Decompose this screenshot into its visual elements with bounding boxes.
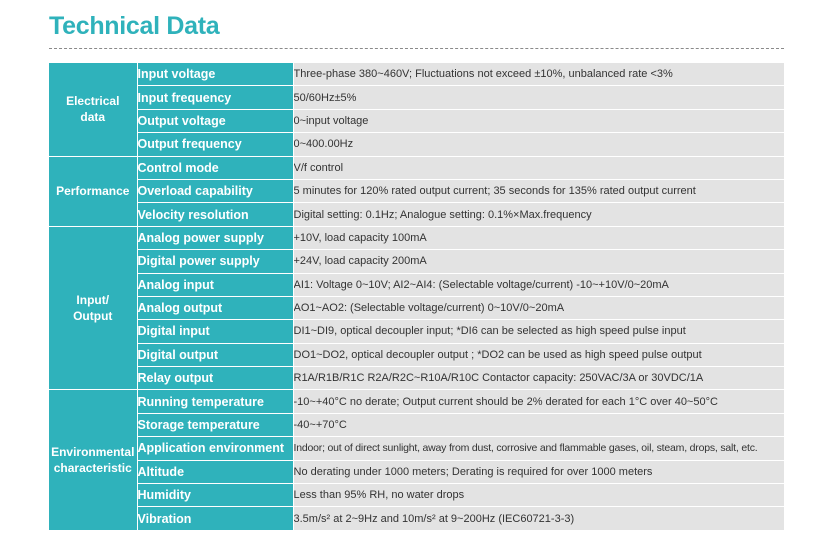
table-row: [49, 86, 784, 109]
parameter-value: 0~input voltage: [293, 109, 784, 132]
parameter-name: Digital input: [137, 320, 293, 343]
parameter-value: 5 minutes for 120% rated output current; 35 seconds for 135% rated output current: [293, 179, 784, 202]
parameter-name: Velocity resolution: [137, 203, 293, 226]
parameter-value: 0~400.00Hz: [293, 133, 784, 156]
parameter-value: +10V, load capacity 100mA: [293, 226, 784, 249]
group-label-cell: [49, 390, 137, 530]
parameter-name: Application environment: [137, 437, 293, 460]
table-row: [49, 413, 784, 436]
parameter-name: Control mode: [137, 156, 293, 179]
parameter-name: Output voltage: [137, 109, 293, 132]
parameter-name: Input voltage: [137, 63, 293, 86]
table-row: [49, 250, 784, 273]
table-row: [49, 367, 784, 390]
table-row: [49, 320, 784, 343]
group-label: Electrical data: [66, 94, 120, 125]
parameter-value: 3.5m/s² at 2~9Hz and 10m/s² at 9~200Hz (IEC60721-3-3): [293, 507, 784, 530]
parameter-value: +24V, load capacity 200mA: [293, 250, 784, 273]
parameter-name: Altitude: [137, 460, 293, 483]
parameter-value: Indoor; out of direct sunlight, away from dust, corrosive and flammable gases, oil, steam, drops, salt, etc.: [293, 437, 784, 460]
group-label: Input/ Output: [73, 293, 113, 324]
parameter-value: -40~+70°C: [293, 413, 784, 436]
parameter-value: -10~+40°C no derate; Output current should be 2% derated for each 1°C over 40~50°C: [293, 390, 784, 413]
parameter-value: Less than 95% RH, no water drops: [293, 484, 784, 507]
parameter-name: Analog output: [137, 296, 293, 319]
parameter-value: AI1: Voltage 0~10V; AI2~AI4: (Selectable voltage/current) -10~+10V/0~20mA: [293, 273, 784, 296]
parameter-name: Humidity: [137, 484, 293, 507]
group-label-cell: [49, 226, 137, 390]
table-row: [49, 484, 784, 507]
table-row: [49, 296, 784, 319]
parameter-name: Storage temperature: [137, 413, 293, 436]
parameter-name: Relay output: [137, 367, 293, 390]
parameter-name: Input frequency: [137, 86, 293, 109]
parameter-name: Running temperature: [137, 390, 293, 413]
parameter-value: 50/60Hz±5%: [293, 86, 784, 109]
parameter-value: Digital setting: 0.1Hz; Analogue setting: 0.1%×Max.frequency: [293, 203, 784, 226]
table-row: [49, 437, 784, 460]
group-label: Performance: [56, 184, 130, 199]
parameter-value: V/f control: [293, 156, 784, 179]
parameter-name: Digital output: [137, 343, 293, 366]
page-title: Technical Data: [49, 12, 220, 40]
table-row: [49, 390, 784, 413]
parameter-value: DI1~DI9, optical decoupler input; *DI6 can be selected as high speed pulse input: [293, 320, 784, 343]
parameter-value: Three-phase 380~460V; Fluctuations not exceed ±10%, unbalanced rate <3%: [293, 63, 784, 86]
group-label-cell: [49, 156, 137, 226]
parameter-name: Vibration: [137, 507, 293, 530]
table-row: [49, 109, 784, 132]
table-row: [49, 156, 784, 179]
parameter-name: Analog input: [137, 273, 293, 296]
table-row: [49, 273, 784, 296]
parameter-name: Analog power supply: [137, 226, 293, 249]
table-row: [49, 507, 784, 530]
technical-data-table: [49, 63, 784, 531]
parameter-value: No derating under 1000 meters; Derating is required for over 1000 meters: [293, 460, 784, 483]
group-label-cell: [49, 63, 137, 156]
table-row: [49, 226, 784, 249]
parameter-name: Output frequency: [137, 133, 293, 156]
table-row: [49, 460, 784, 483]
table-row: [49, 63, 784, 86]
table-row: [49, 343, 784, 366]
table-row: [49, 133, 784, 156]
table-row: [49, 203, 784, 226]
parameter-value: DO1~DO2, optical decoupler output ; *DO2 can be used as high speed pulse output: [293, 343, 784, 366]
table-row: [49, 179, 784, 202]
parameter-name: Overload capability: [137, 179, 293, 202]
parameter-value: AO1~AO2: (Selectable voltage/current) 0~10V/0~20mA: [293, 296, 784, 319]
parameter-name: Digital power supply: [137, 250, 293, 273]
dashed-divider: [49, 48, 784, 49]
parameter-value: R1A/R1B/R1C R2A/R2C~R10A/R10C Contactor capacity: 250VAC/3A or 30VDC/1A: [293, 367, 784, 390]
group-label: Environmental characteristic: [51, 445, 135, 476]
